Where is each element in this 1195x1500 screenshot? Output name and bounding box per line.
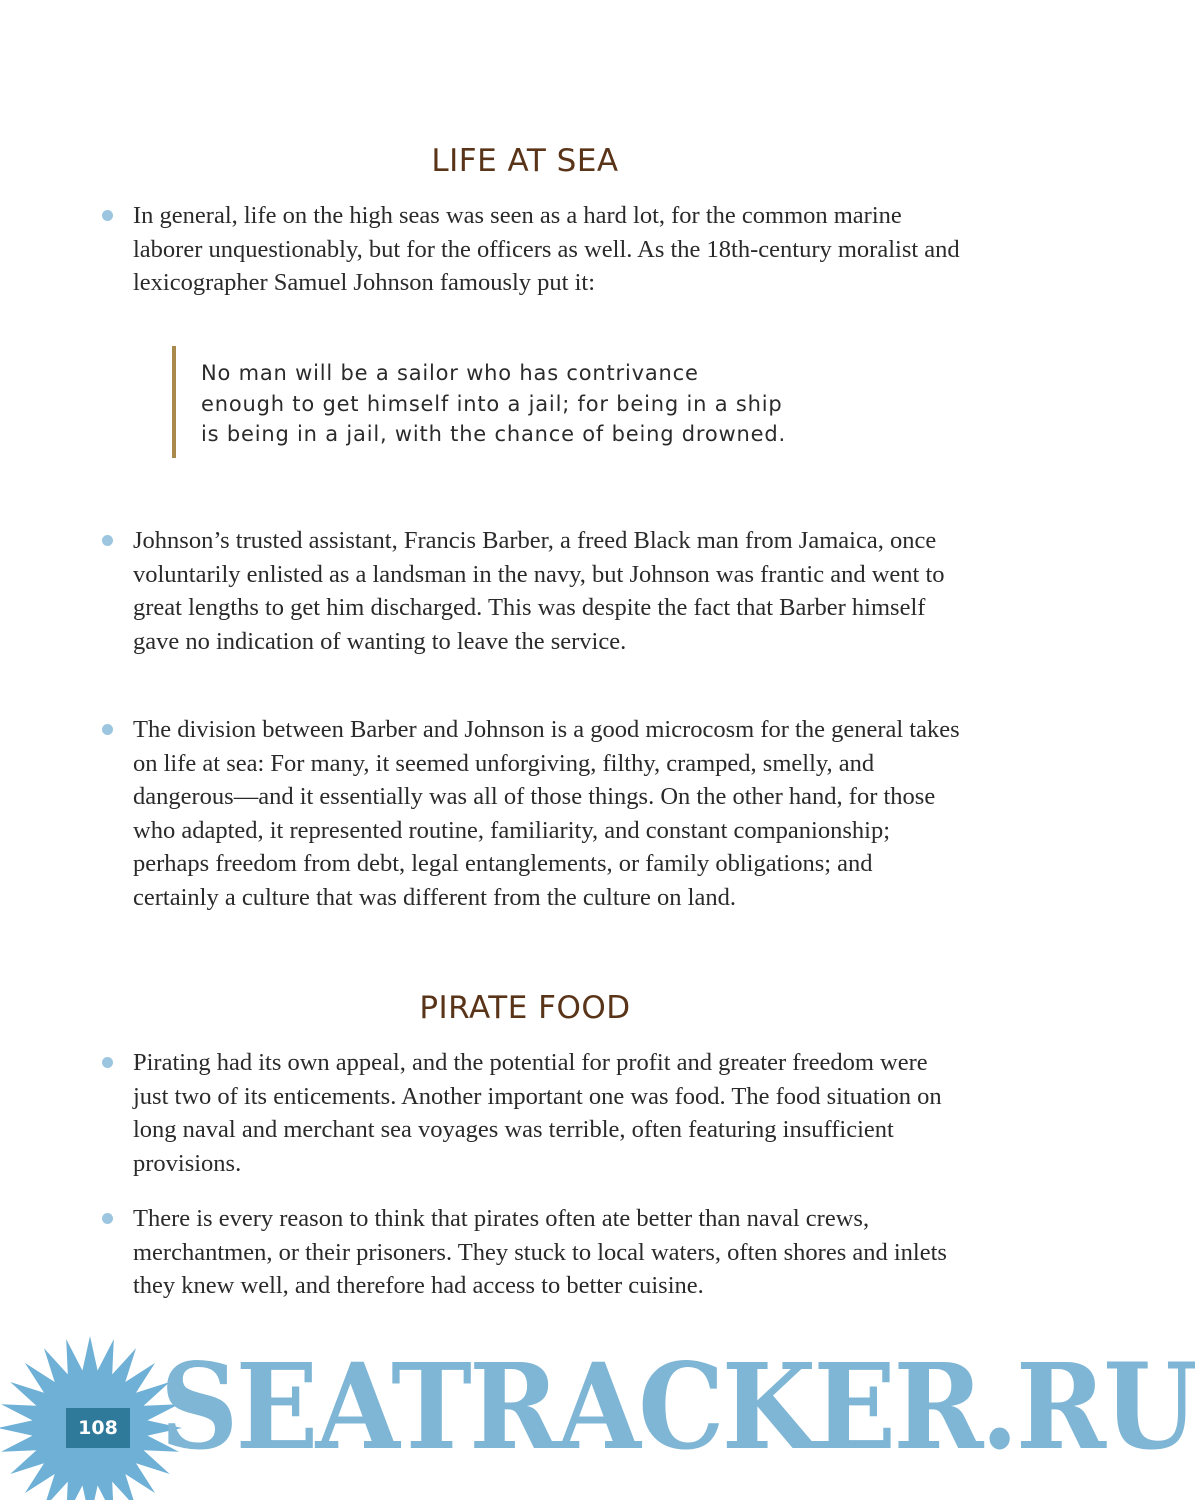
paragraph-text: The division between Barber and Johnson is a good microcosm for the general takes on life at sea: For many, it seemed unforgiving, filthy, cramped, smelly, and dangerous—and it essentially was all of those things. On the other hand, for those who adapted, it represented routine, familiarity, and constant companionship; perhaps freedom from debt, legal entanglements, or family obligations; and certainly a culture that was different from the culture on land. [133, 716, 960, 911]
paragraph-life-at-sea-intro [133, 199, 963, 300]
paragraph-text: Pirating had its own appeal, and the potential for profit and greater freedom were just two of its enticements. Another important one was food. The food situation on long naval and merchant sea voyages was terrible, often featuring insufficient provisions. [133, 1049, 942, 1177]
paragraph-text: Johnson’s trusted assistant, Francis Barber, a freed Black man from Jamaica, once voluntarily enlisted as a landsman in the navy, but Johnson was frantic and went to great lengths to get him discharged. This was despite the fact that Barber himself gave no indication of wanting to leave the service. [133, 527, 945, 655]
paragraph-pirating-appeal [133, 1046, 963, 1180]
paragraph-pirates-ate-better [133, 1202, 963, 1303]
quote-text: No man will be a sailor who has contrivance enough to get himself into a jail; for being in a ship is being in a jail, with the chance of being drowned. [201, 361, 786, 446]
bullet-icon [102, 210, 113, 221]
paragraph-division-microcosm [133, 713, 963, 914]
bullet-icon [102, 1213, 113, 1224]
bullet-icon [102, 724, 113, 735]
bullet-icon [102, 1057, 113, 1068]
blockquote [172, 346, 876, 458]
page-number: 108 [66, 1408, 130, 1448]
bullet-icon [102, 535, 113, 546]
paragraph-text: There is every reason to think that pirates often ate better than naval crews, merchantmen, or their prisoners. They stuck to local waters, often shores and inlets they knew well, and therefore had access to better cuisine. [133, 1205, 947, 1299]
watermark-text: SEATRACKER.RU [160, 1337, 1195, 1476]
section-heading-life-at-sea: LIFE AT SEA [431, 143, 619, 179]
paragraph-text: In general, life on the high seas was seen as a hard lot, for the common marine laborer unquestionably, but for the officers as well. As the 18th-century moralist and lexicographer Samuel Johnson famously put it: [133, 202, 960, 296]
paragraph-barber-enlisted [133, 524, 963, 658]
page-footer [0, 1320, 1195, 1500]
section-heading-pirate-food: PIRATE FOOD [419, 990, 631, 1026]
